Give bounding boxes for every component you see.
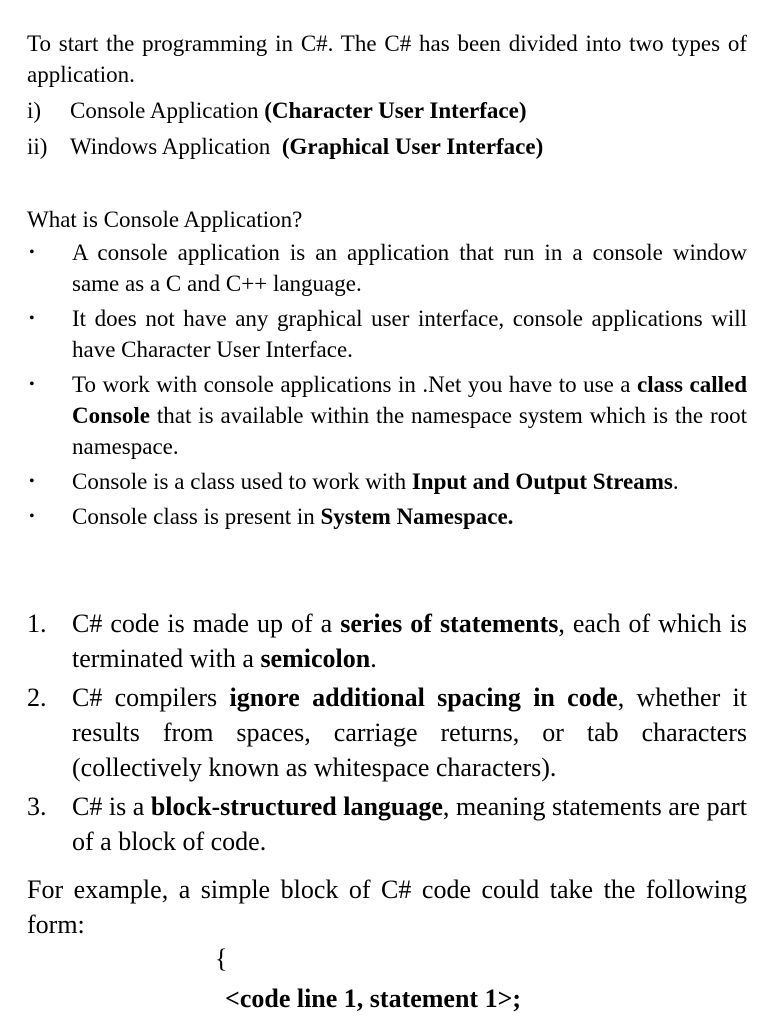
type-item bbox=[27, 93, 747, 129]
type-number: i) bbox=[27, 98, 42, 123]
bullet-text: Console class is present in System Namespace. bbox=[72, 504, 514, 529]
bullet-mark: • bbox=[29, 244, 35, 261]
item-text: C# compilers ignore additional spacing in code, whether it results from spaces, carriage returns, or tab characters (collectively known as whitespace characters). bbox=[72, 683, 748, 782]
item-number: 1. bbox=[27, 609, 47, 638]
bullet-mark: • bbox=[29, 473, 35, 490]
type-bold-text: (Graphical User Interface) bbox=[281, 134, 544, 159]
bullet-text: To work with console applications in .Net you have to use a class called Console that is available within the namespace system which is the root namespace. bbox=[72, 372, 747, 459]
numbered-item bbox=[27, 606, 747, 676]
numbered-item bbox=[27, 789, 747, 859]
bullet-item bbox=[27, 237, 747, 299]
type-text: Console Application (Character User Interface) bbox=[70, 98, 527, 123]
type-item bbox=[27, 129, 747, 165]
item-text: C# code is made up of a series of statements, each of which is terminated with a semicolon. bbox=[72, 609, 747, 673]
bullet-mark: • bbox=[29, 310, 35, 327]
csharp-points-list bbox=[27, 606, 747, 863]
bullet-mark: • bbox=[29, 508, 35, 525]
example-paragraph: For example, a simple block of C# code could take the following form: bbox=[27, 875, 747, 939]
item-number: 3. bbox=[27, 792, 47, 821]
type-number: ii) bbox=[27, 134, 48, 159]
bullet-item bbox=[27, 369, 747, 462]
type-bold-text: (Character User Interface) bbox=[264, 98, 527, 123]
numbered-item bbox=[27, 680, 747, 785]
document-page bbox=[27, 28, 748, 939]
code-line: <code line 1, statement 1>; bbox=[225, 984, 522, 1013]
bullet-mark: • bbox=[29, 376, 35, 393]
code-open-brace: { bbox=[215, 944, 228, 973]
item-text: C# is a block-structured language, meaning statements are part of a block of code. bbox=[72, 792, 748, 856]
application-types-list bbox=[27, 93, 747, 165]
console-bullet-list bbox=[27, 237, 747, 532]
bullet-text: A console application is an application that run in a console window same as a C and C++ language. bbox=[72, 240, 747, 296]
bullet-text: Console is a class used to work with Input and Output Streams. bbox=[72, 469, 679, 494]
section-question: What is Console Application? bbox=[27, 207, 303, 232]
bullet-text: It does not have any graphical user interface, console applications will have Character User Interface. bbox=[72, 306, 747, 362]
bullet-item bbox=[27, 466, 747, 497]
item-number: 2. bbox=[27, 683, 47, 712]
bullet-item bbox=[27, 303, 747, 365]
type-text: Windows Application (Graphical User Interface) bbox=[70, 134, 544, 159]
intro-paragraph: To start the programming in C#. The C# has been divided into two types of application. bbox=[27, 31, 747, 87]
bullet-item bbox=[27, 501, 747, 532]
